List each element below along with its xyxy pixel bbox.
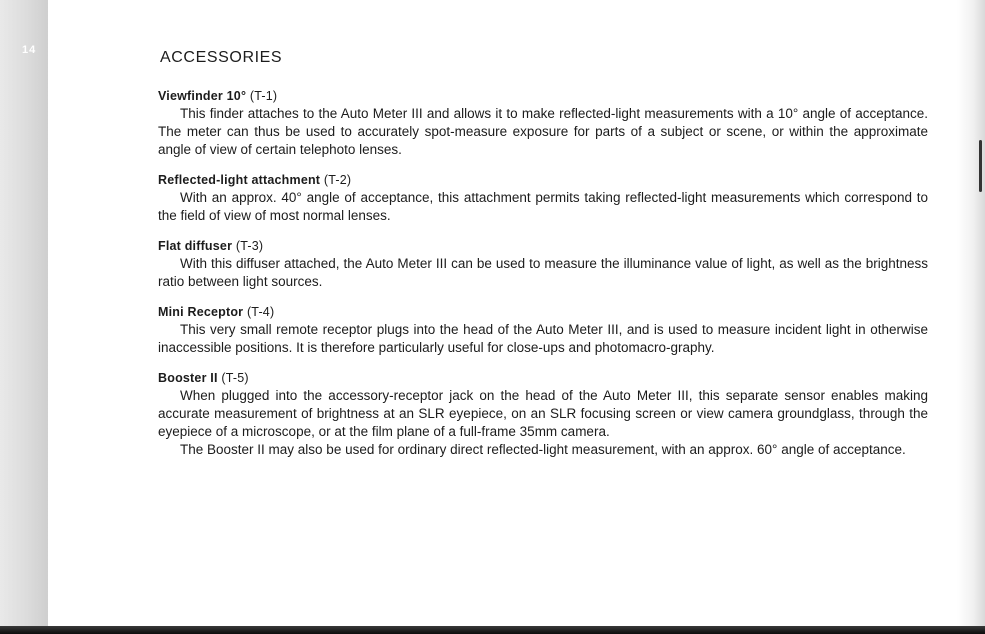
- section-paragraph: This very small remote receptor plugs into the head of the Auto Meter III, and is used to measure incident light in otherwise inaccessible positions. It is therefore particularly useful for close-ups and photomacro-graphy.: [158, 322, 928, 355]
- section-name: Flat diffuser: [158, 239, 233, 253]
- scan-mark: [979, 140, 982, 192]
- section-code: (T-3): [235, 239, 264, 253]
- section-name: Mini Receptor: [158, 305, 244, 319]
- section-paragraph: With this diffuser attached, the Auto Meter III can be used to measure the illuminance value of light, as well as the brightness ratio between light sources.: [158, 256, 928, 289]
- section-title: [158, 371, 928, 385]
- page-number: 14: [22, 44, 37, 56]
- section-booster-ii: [158, 371, 928, 459]
- section-paragraph: The Booster II may also be used for ordinary direct reflected-light measurement, with an approx. 60° angle of acceptance.: [180, 442, 906, 457]
- section-name: Viewfinder 10°: [158, 89, 247, 103]
- section-title: [158, 305, 928, 319]
- scan-bottom-border: [0, 626, 985, 634]
- section-paragraph: When plugged into the accessory-receptor jack on the head of the Auto Meter III, this separate sensor enables making accurate measurement of brightness at an SLR eyepiece, on an SLR focusing screen or view camera groundglass, through the eyepiece of a microscope, or at the film plane of a full-frame 35mm camera.: [158, 388, 928, 439]
- section-code: (T-5): [221, 371, 249, 385]
- section-name: Reflected-light attachment: [158, 173, 321, 187]
- page-number-tab: [0, 0, 48, 634]
- section-paragraph: With an approx. 40° angle of acceptance, this attachment permits taking reflected-light measurements which correspond to the field of view of most normal lenses.: [158, 190, 928, 223]
- section-code: (T-2): [323, 173, 352, 187]
- page-edge-shadow: [957, 0, 985, 634]
- section-flat-diffuser: [158, 239, 928, 291]
- section-name: Booster II: [158, 371, 218, 385]
- section-code: (T-1): [249, 89, 278, 103]
- section-viewfinder: [158, 89, 928, 159]
- page-content: [158, 49, 928, 473]
- section-mini-receptor: [158, 305, 928, 357]
- section-title: [158, 239, 928, 253]
- section-paragraph: This finder attaches to the Auto Meter III and allows it to make reflected-light measurements with a 10° angle of acceptance. The meter can thus be used to accurately spot-measure exposure for parts of a subject or scene, or within the approximate angle of view of certain telephoto lenses.: [158, 106, 928, 157]
- section-title: [158, 173, 928, 187]
- page-title: ACCESSORIES: [160, 49, 283, 66]
- section-reflected-light-attachment: [158, 173, 928, 225]
- section-code: (T-4): [246, 305, 275, 319]
- section-title: [158, 89, 928, 103]
